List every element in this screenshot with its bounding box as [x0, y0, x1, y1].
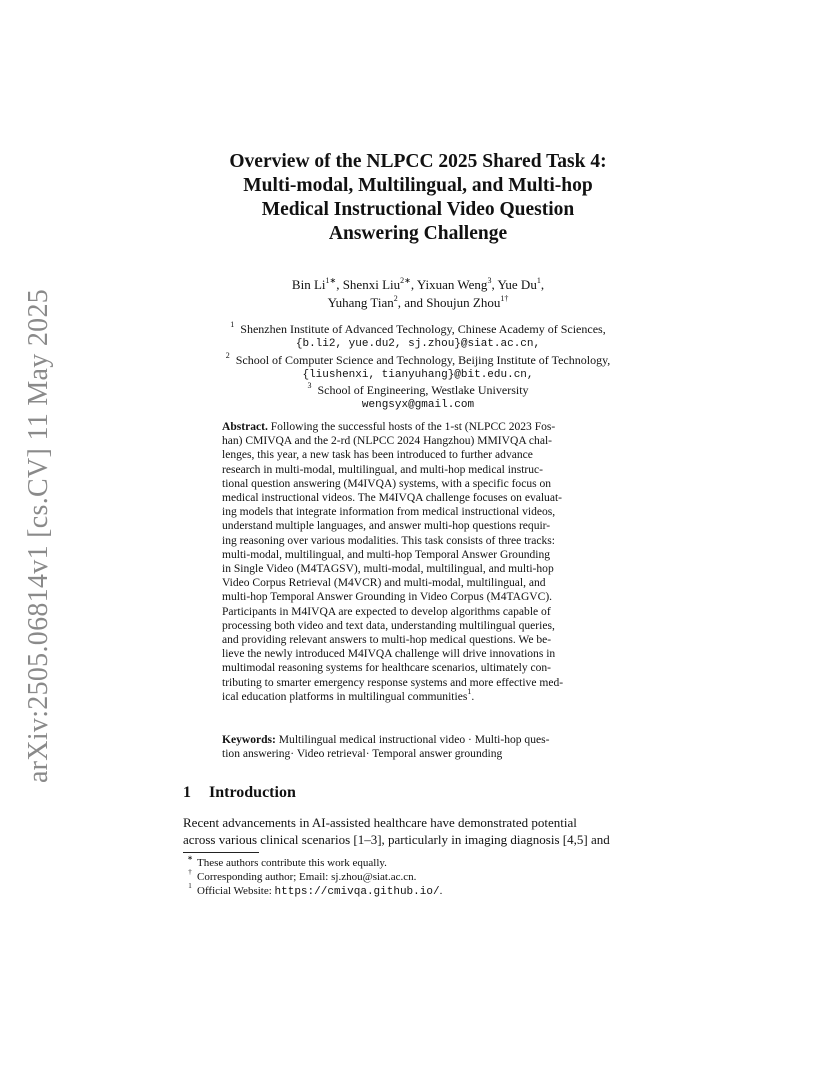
author-mark: 1∗: [325, 275, 337, 285]
affiliation-email: wengsyx@gmail.com: [361, 399, 475, 412]
author-name: Bin Li: [291, 277, 326, 292]
author-mark: 2∗: [400, 275, 411, 285]
footnote: † Corresponding author; Email: sj.zhou@siat.ac.cn.: [188, 868, 417, 883]
affiliation: $^3$ School of Engineering, Westlake University: [307, 381, 529, 398]
paper-title: [183, 150, 653, 246]
section-title: Introduction: [209, 784, 296, 801]
keywords: Keywords: Multilingual medical instructional video · Multi-hop ques- tion answering· Video retrieval· Temporal answer grounding: [222, 734, 550, 761]
author-mark: 2: [393, 293, 398, 303]
title-line: Overview of the NLPCC 2025 Shared Task 4:: [229, 151, 607, 172]
footnote: ∗ These authors contribute this work equally.: [187, 854, 387, 869]
author-name: Yue Du: [497, 277, 537, 292]
author-name: Shenxi Liu: [342, 277, 401, 292]
author-list: Bin $Li^{1∗}$, Shenxi Liu$^{2∗}$, Yixuan Weng$^3$, Yue Du$^1$, Yuhang Tian$^2$, and Shoujun Zhou$^{1\dagger}$: [291, 275, 545, 310]
section-heading: [183, 784, 296, 802]
abstract-label: Abstract.: [222, 421, 268, 433]
author-mark: 1: [536, 275, 541, 285]
keywords-label: Keywords:: [222, 734, 276, 746]
section-number: 1: [183, 784, 191, 801]
author-mark: 1†: [500, 293, 509, 303]
arxiv-identifier-stamp: arXiv:2505.06814v1 [cs.CV] 11 May 2025: [23, 288, 54, 784]
affiliation: $^2$ School of Computer Science and Technology, Beijing Institute of Technology,: [225, 350, 611, 367]
footnotes: [183, 856, 653, 899]
affiliations: [183, 322, 653, 414]
footnote: $^1$ Official Website: https://cmivqa.github.io/.: [188, 882, 443, 898]
author-name: Shoujun Zhou: [426, 295, 501, 310]
title-line: Medical Instructional Video Question: [261, 199, 575, 220]
abstract: Abstract. Following the successful hosts of the 1-st (NLPCC 2023 Fos- han) CMIVQA and the 2-rd (NLPCC 2024 Hangzhou) MMIVQA chal- lenges, this year, a new task has been introduced to further advance research in multi-modal, multilingual, and multi-hop medical instruc- tional question answering (M4IVQA) systems, with a specific focus on medical instructional videos. The M4IVQA challenge focuses on evaluat- ing models that integrate information from medical instructional videos, understand multiple languages, and answer multi-hop questions requir- ing reasoning over various modalities. This task consists of three tracks: multi-modal, multilingual, and multi-hop Temporal Answer Grounding in Single Video (M4TAGSV), multi-modal, multilingual, and multi-hop Video Corpus Retrieval (M4VCR) and multi-modal, multilingual, and multi-hop Temporal Answer Grounding in Video Corpus (M4TAGVC). Participants in M4IVQA are expected to develop algorithms capable of processing both video and text data, understanding multilingual queries, and providing relevant answers to multi-hop medical questions. We be- lieve the newly introduced M4IVQA challenge will drive innovations in multimodal reasoning systems for healthcare scenarios, ultimately con- tributing to smarter emergency response systems and more effective med- ical education platforms in multilingual communities$^1$.: [222, 421, 564, 703]
author-name: Yixuan Weng: [416, 277, 488, 292]
footnote-ref: 1: [467, 687, 472, 697]
website-link[interactable]: https://cmivqa.github.io/: [274, 886, 440, 898]
title-line: Multi-modal, Multilingual, and Multi-hop: [243, 175, 593, 196]
author-name: Yuhang Tian: [327, 295, 394, 310]
author-mark: 3: [487, 275, 492, 285]
affiliation-email: {liushenxi, tianyuhang}@bit.edu.cn,: [302, 368, 534, 381]
introduction-text: Recent advancements in AI-assisted healthcare have demonstrated potential across various clinical scenarios [1–3], particularly in imaging diagnosis [4,5] and: [183, 815, 610, 847]
affiliation: $^1$ Shenzhen Institute of Advanced Technology, Chinese Academy of Sciences,: [230, 320, 606, 336]
footnote-divider: [183, 852, 259, 853]
affiliation-email: {b.li2, yue.du2, sj.zhou}@siat.ac.cn,: [295, 338, 541, 351]
title-line: Answering Challenge: [328, 223, 508, 244]
